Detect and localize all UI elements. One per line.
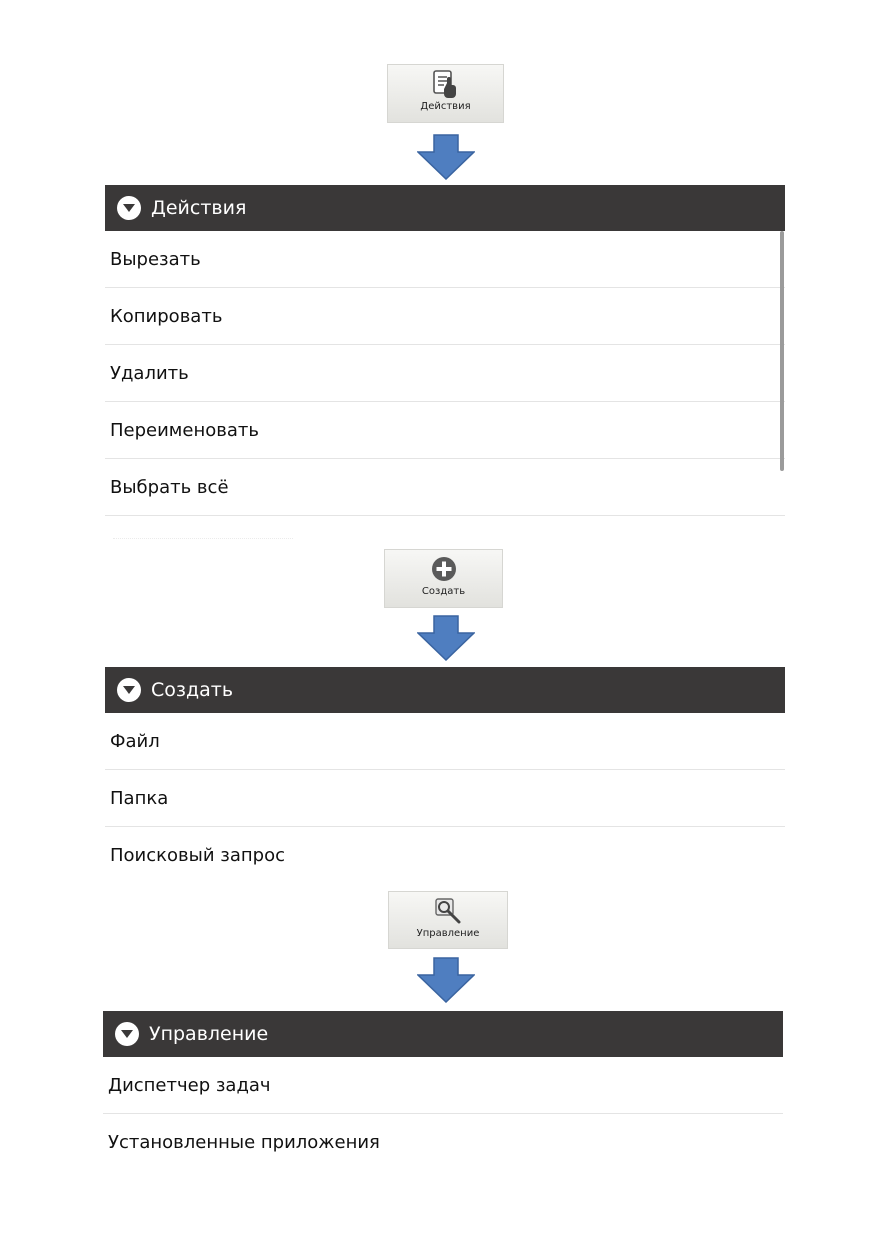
create-menu-title: Создать: [151, 679, 234, 701]
create-button-label: Создать: [421, 586, 466, 597]
down-arrow-icon: [417, 957, 475, 1003]
down-arrow-icon: [417, 615, 475, 661]
menu-item-delete[interactable]: Удалить: [105, 345, 785, 402]
chevron-down-icon: [117, 196, 141, 220]
manage-menu-title: Управление: [149, 1023, 269, 1045]
menu-item-file[interactable]: Файл: [105, 713, 785, 770]
manage-menu-panel: [103, 1011, 783, 1174]
actions-menu-title: Действия: [151, 197, 247, 219]
chevron-down-icon: [117, 678, 141, 702]
wrench-magnifier-icon: [433, 896, 463, 926]
menu-item-folder[interactable]: Папка: [105, 770, 785, 827]
create-menu-header[interactable]: [105, 667, 785, 713]
menu-item-installed-apps[interactable]: Установленные приложения: [108, 1132, 380, 1153]
menu-item-task-manager[interactable]: Диспетчер задач: [103, 1057, 783, 1114]
menu-item-search-query[interactable]: Поисковый запрос: [110, 845, 285, 866]
menu-item-rename[interactable]: Переименовать: [105, 402, 785, 459]
menu-item-copy[interactable]: Копировать: [105, 288, 785, 345]
menu-item-cut[interactable]: Вырезать: [105, 231, 785, 288]
plus-circle-icon: [429, 554, 459, 584]
actions-menu-panel: [105, 185, 785, 545]
menu-scrollbar[interactable]: [780, 231, 784, 471]
panel-bottom-fade: [105, 529, 785, 545]
create-toolbar-button[interactable]: [384, 549, 503, 608]
actions-button-label: Действия: [420, 101, 471, 112]
manage-toolbar-button[interactable]: [388, 891, 508, 949]
actions-menu-header[interactable]: [105, 185, 785, 231]
create-menu-panel: [105, 667, 785, 887]
menu-item-select-all[interactable]: Выбрать всё: [105, 459, 785, 516]
manage-button-label: Управление: [416, 928, 480, 939]
down-arrow-icon: [417, 134, 475, 180]
actions-hand-icon: [431, 69, 461, 99]
chevron-down-icon: [115, 1022, 139, 1046]
actions-toolbar-button[interactable]: [387, 64, 504, 123]
manage-menu-header[interactable]: [103, 1011, 783, 1057]
